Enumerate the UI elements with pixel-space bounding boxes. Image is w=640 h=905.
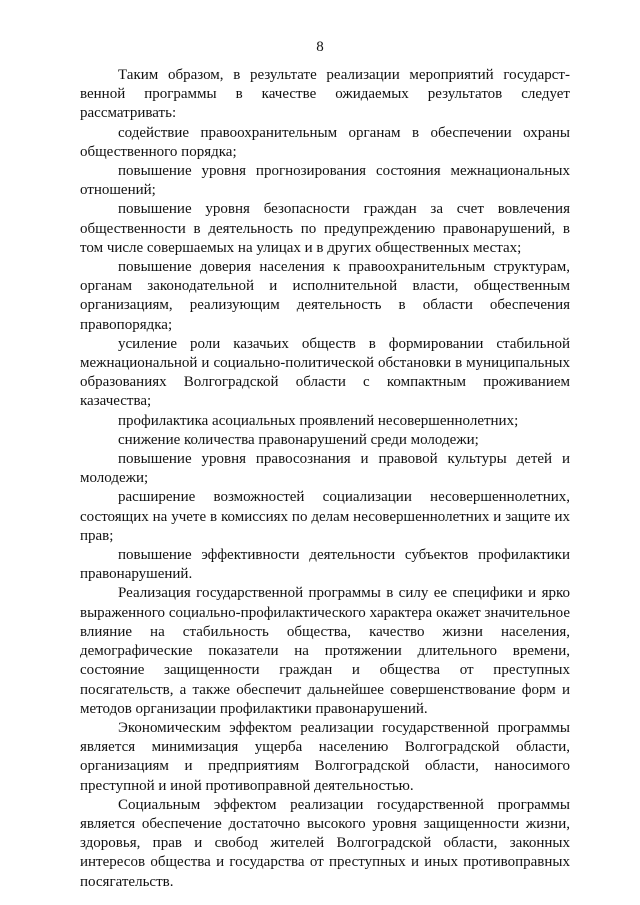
list-item-result: повышение уровня безопасности граждан за счет вовлечения общественности в деятельность по предупреждению правонарушений, в том числе совершаемых на улицах и в других общественных местах; [80, 201, 570, 256]
paragraph-social-effect: Социальным эффектом реализации государственной программы является обеспечение достаточно высокого уровня защищенности жизни, здоровья, прав и свобод жителей Волгоградской области, законных интересов общества и государства от преступных и иных противоправных посягательств. [80, 796, 570, 890]
list-item-result: профилактика асоциальных проявлений несовершеннолетних; [118, 412, 519, 429]
list-item-result: снижение количества правонарушений среди молодежи; [118, 431, 479, 448]
list-item-result: расширение возможностей социализации несовершеннолетних, состоящих на учете в комиссиях по делам несовершеннолетних и защите их прав; [80, 489, 570, 544]
paragraph-program-impact: Реализация государственной программы в силу ее специфики и ярко выраженного социально-профилактического характера окажет значительное влияние на стабильность общества, качество жизни населения, демографические показатели на протяжении длительного времени, состояние защищенности граждан и общества от преступных посягательств, а также обеспечит дальнейшее совершенствование форм и методов организации профилактики правонарушений. [80, 585, 570, 717]
list-item-result: повышение доверия населения к правоохранительным структурам, органам законодательной и исполнительной власти, общественным организациям, реализующим деятельность в области обеспечения правопорядка; [80, 259, 570, 333]
page-number: 8 [316, 39, 324, 55]
list-item-result: усиление роли казачьих обществ в формировании стабильной межнациональной и социально-политической обстановки в муниципальных образованиях Волгоградской области с компактным проживанием казачества; [80, 335, 570, 410]
list-item-result: повышение уровня прогнозирования состояния межнациональных отношений; [80, 163, 570, 199]
list-item-result: повышение эффективности деятельности субъектов профилактики правонарушений. [80, 547, 570, 583]
paragraph-intro: Таким образом, в результате реализации мероприятий государственной программы в качестве ожидаемых результатов следует рассматривать: [80, 67, 570, 122]
list-item-result: повышение уровня правосознания и правовой культуры детей и молодежи; [80, 451, 570, 487]
list-item-result: содействие правоохранительным органам в обеспечении охраны общественного порядка; [80, 124, 570, 160]
document-body [80, 66, 570, 892]
paragraph-economic-effect: Экономическим эффектом реализации государственной программы является минимизация ущерба населению Волгоградской области, организациям и предприятиям Волгоградской области, наносимого преступной и иной противоправной деятельностью. [80, 719, 570, 794]
